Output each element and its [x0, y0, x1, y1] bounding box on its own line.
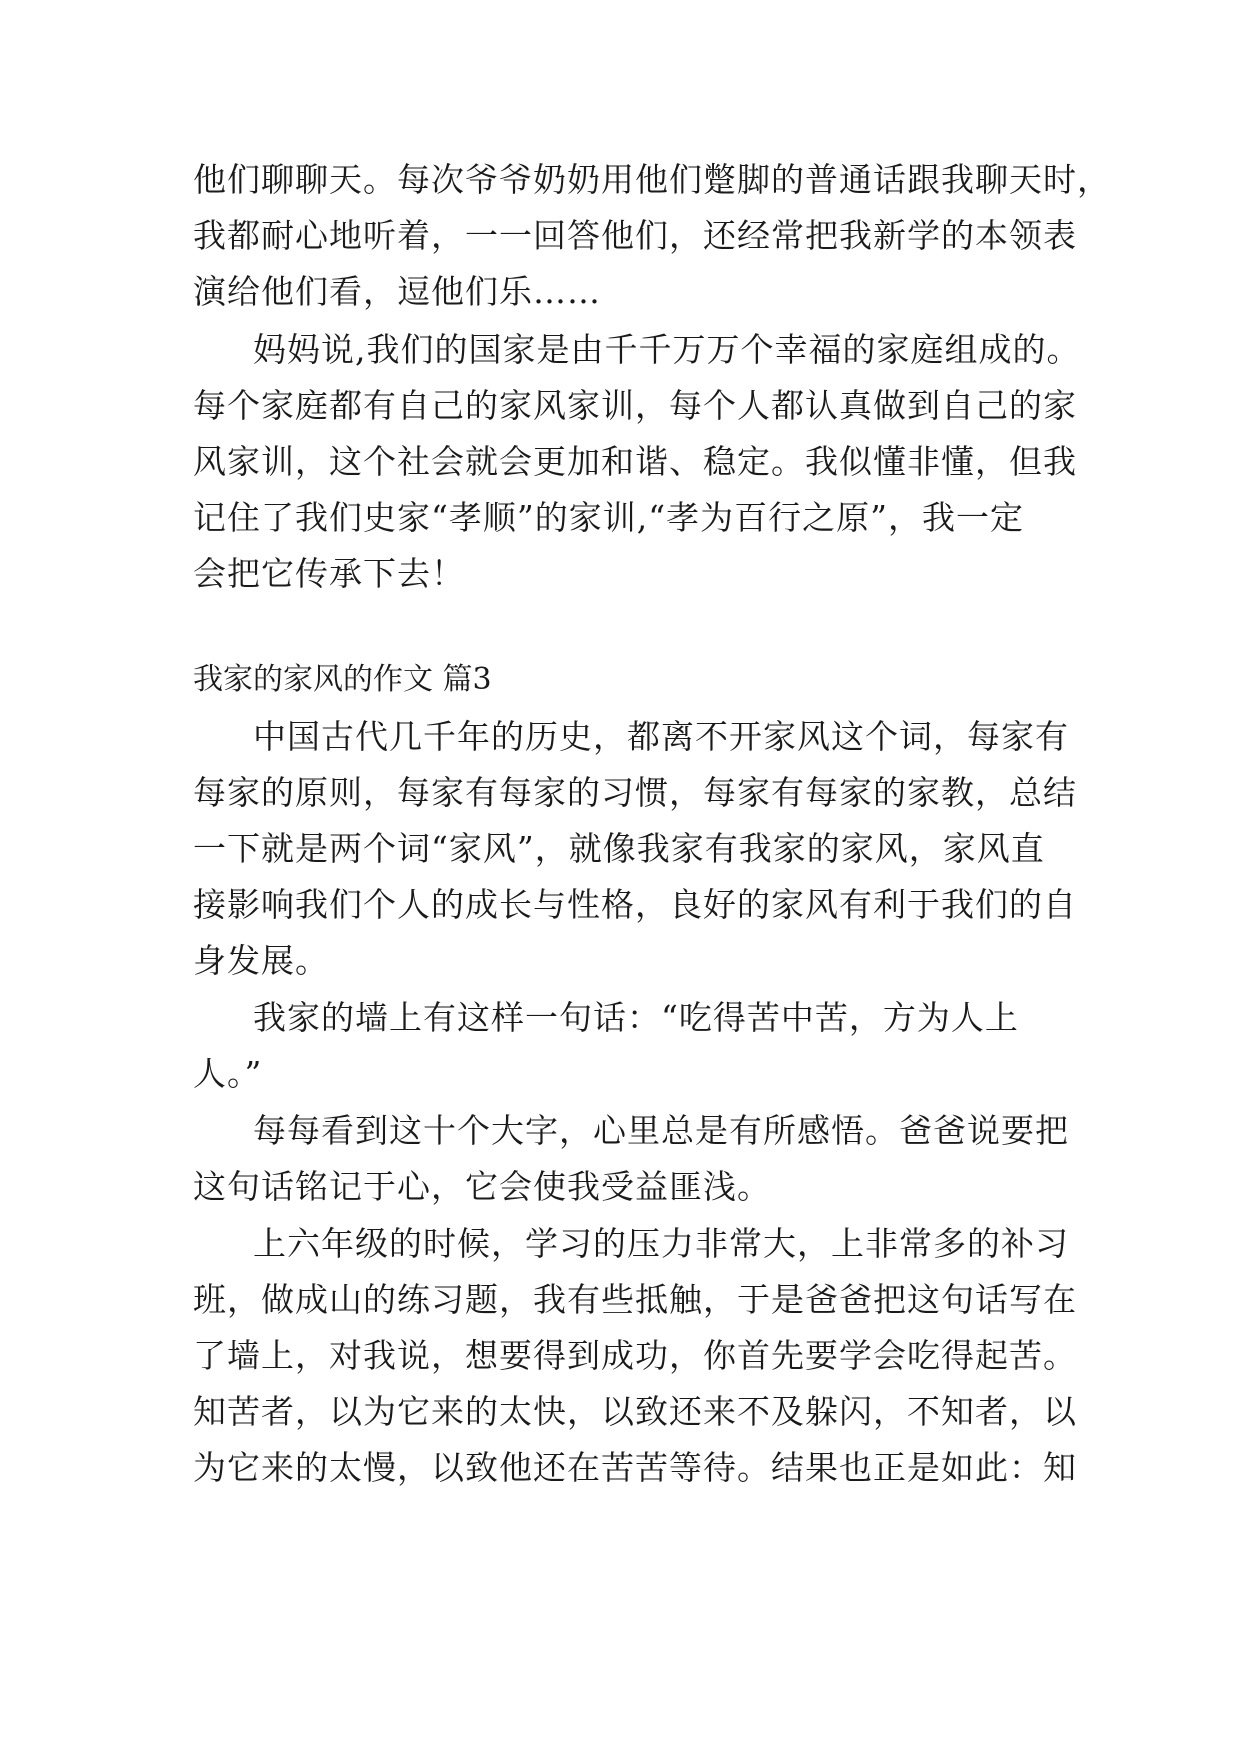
- paragraph-line: 为它来的太慢，以致他还在苦苦等待。结果也正是如此：知: [193, 1448, 1077, 1487]
- paragraph-line: 他们聊聊天。每次爷爷奶奶用他们蹩脚的普通话跟我聊天时，: [193, 160, 1111, 199]
- paragraph-line: 班，做成山的练习题，我有些抵触，于是爸爸把这句话写在: [193, 1280, 1077, 1319]
- paragraph-line: 身发展。: [193, 941, 329, 980]
- paragraph-line: 风家训，这个社会就会更加和谐、稳定。我似懂非懂，但我: [193, 442, 1077, 481]
- paragraph-line: 我都耐心地听着，一一回答他们，还经常把我新学的本领表: [193, 216, 1077, 255]
- paragraph-line: 每个家庭都有自己的家风家训，每个人都认真做到自己的家: [193, 386, 1077, 425]
- paragraph-line: 人。”: [193, 1054, 263, 1093]
- paragraph-line: 妈妈说,我们的国家是由千千万万个幸福的家庭组成的。: [253, 330, 1081, 369]
- paragraph-line: 上六年级的时候，学习的压力非常大，上非常多的补习: [253, 1224, 1069, 1263]
- section-heading: 我家的家风的作文 篇3: [193, 662, 492, 697]
- paragraph-line: 记住了我们史家“孝顺”的家训,“孝为百行之原”，我一定: [193, 498, 1024, 537]
- paragraph-line: 接影响我们个人的成长与性格，良好的家风有利于我们的自: [193, 885, 1077, 924]
- paragraph-line: 了墙上，对我说，想要得到成功，你首先要学会吃得起苦。: [193, 1336, 1077, 1375]
- paragraph-line: 知苦者，以为它来的太快，以致还来不及躲闪，不知者，以: [193, 1392, 1077, 1431]
- paragraph-line: 一下就是两个词“家风”，就像我家有我家的家风，家风直: [193, 829, 1045, 868]
- paragraph-line: 演给他们看，逗他们乐……: [193, 272, 601, 311]
- paragraph-line: 每家的原则，每家有每家的习惯，每家有每家的家教，总结: [193, 773, 1077, 812]
- paragraph-line: 我家的墙上有这样一句话：“吃得苦中苦，方为人上: [253, 998, 1019, 1037]
- paragraph-line: 中国古代几千年的历史，都离不开家风这个词，每家有: [253, 717, 1069, 756]
- paragraph-line: 会把它传承下去！: [193, 554, 465, 593]
- paragraph-line: 这句话铭记于心，它会使我受益匪浅。: [193, 1167, 771, 1206]
- paragraph-line: 每每看到这十个大字，心里总是有所感悟。爸爸说要把: [253, 1111, 1069, 1150]
